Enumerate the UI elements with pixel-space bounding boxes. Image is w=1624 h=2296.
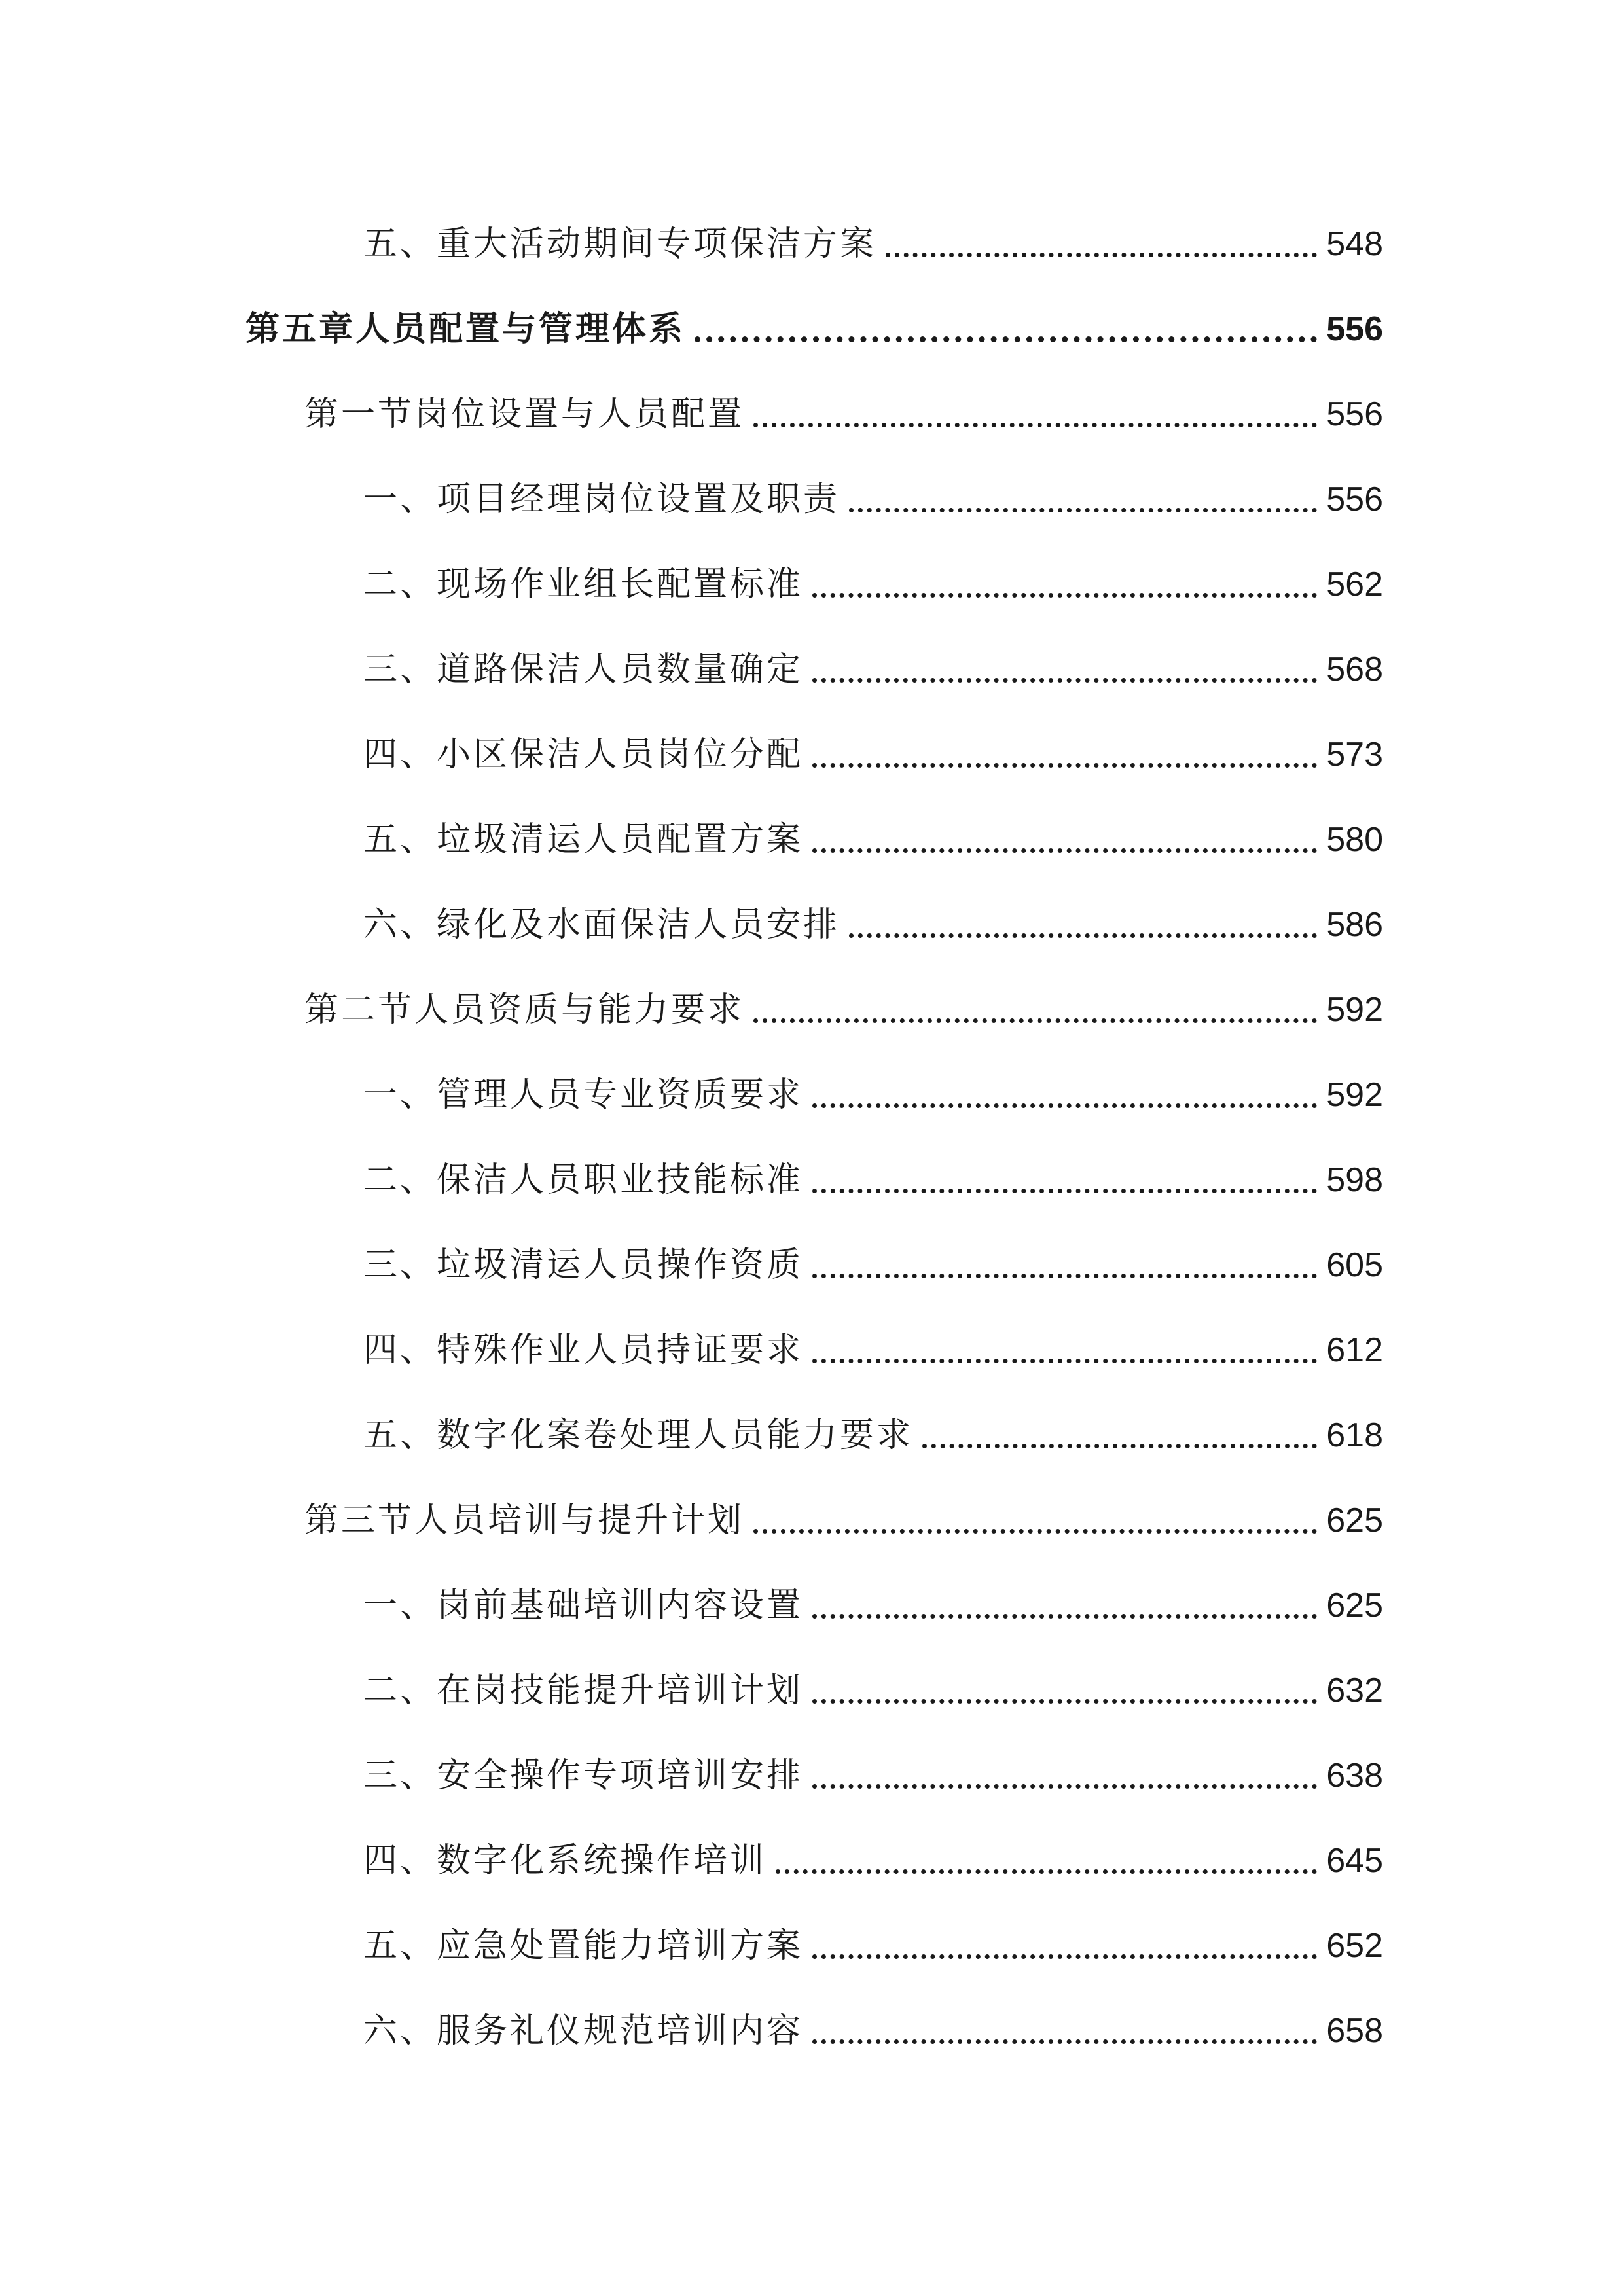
toc-entry[interactable] [363, 1319, 1383, 1371]
toc-entry-title: 第五章人员配置与管理体系 [245, 310, 686, 349]
toc-entry[interactable] [363, 638, 1383, 691]
toc-entry-page: 592 [1326, 991, 1383, 1029]
toc-entry[interactable] [363, 723, 1383, 776]
toc-entry-title: 第三节人员培训与提升计划 [304, 1501, 745, 1540]
dot-leader [812, 1189, 1317, 1193]
toc-entry-title: 二、在岗技能提升培训计划 [363, 1671, 804, 1710]
toc-entry[interactable] [363, 553, 1383, 605]
toc-entry[interactable] [363, 1744, 1383, 1797]
toc-entry-title: 五、重大活动期间专项保洁方案 [363, 224, 877, 264]
dot-leader [812, 1274, 1317, 1278]
dot-leader [922, 1444, 1317, 1448]
dot-leader [695, 336, 1317, 342]
toc-entry-title: 二、保洁人员职业技能标准 [363, 1160, 804, 1200]
toc-section-entry[interactable] [304, 383, 1383, 435]
toc-entry-page: 605 [1326, 1246, 1383, 1284]
toc-entry-title: 六、服务礼仪规范培训内容 [363, 2011, 804, 2051]
dot-leader [812, 593, 1317, 598]
dot-leader [812, 1784, 1317, 1789]
toc-entry-page: 632 [1326, 1672, 1383, 1710]
dot-leader [753, 1529, 1317, 1534]
toc-entry[interactable] [363, 2000, 1383, 2052]
toc-entry[interactable] [363, 213, 1383, 265]
toc-entry-title: 五、垃圾清运人员配置方案 [363, 820, 804, 859]
toc-entry-page: 580 [1326, 821, 1383, 859]
dot-leader [849, 508, 1317, 512]
toc-entry-title: 二、现场作业组长配置标准 [363, 565, 804, 604]
toc-entry-page: 562 [1326, 565, 1383, 603]
toc-entry-page: 625 [1326, 1587, 1383, 1624]
dot-leader [812, 1954, 1317, 1959]
toc-entry-page: 556 [1326, 310, 1383, 348]
dot-leader [812, 1614, 1317, 1619]
dot-leader [812, 1359, 1317, 1363]
toc-entry[interactable] [363, 1064, 1383, 1116]
toc-entry-page: 652 [1326, 1927, 1383, 1965]
toc-entry-title: 一、岗前基础培训内容设置 [363, 1586, 804, 1625]
toc-chapter-entry[interactable] [245, 298, 1383, 350]
toc-entry-title: 五、应急处置能力培训方案 [363, 1926, 804, 1965]
toc-entry-title: 第一节岗位设置与人员配置 [304, 395, 745, 434]
toc-entry-title: 五、数字化案卷处理人员能力要求 [363, 1416, 914, 1455]
toc-entry-title: 四、小区保洁人员岗位分配 [363, 735, 804, 774]
toc-entry-page: 612 [1326, 1331, 1383, 1369]
toc-entry-page: 556 [1326, 480, 1383, 518]
toc-entry-title: 三、道路保洁人员数量确定 [363, 650, 804, 689]
toc-entry-page: 556 [1326, 395, 1383, 433]
toc-entry[interactable] [363, 1829, 1383, 1882]
dot-leader [812, 763, 1317, 768]
toc-entry[interactable] [363, 893, 1383, 946]
toc-entry-page: 573 [1326, 736, 1383, 774]
toc-entry-title: 一、项目经理岗位设置及职责 [363, 480, 840, 519]
toc-entry[interactable] [363, 468, 1383, 520]
toc-entry-page: 592 [1326, 1076, 1383, 1114]
toc-entry[interactable] [363, 1404, 1383, 1456]
toc-section-entry[interactable] [304, 978, 1383, 1031]
toc-entry-title: 四、数字化系统操作培训 [363, 1841, 767, 1880]
toc-entry-title: 第二节人员资质与能力要求 [304, 990, 745, 1030]
toc-entry-page: 548 [1326, 225, 1383, 263]
toc-entry[interactable] [363, 1659, 1383, 1712]
toc-entry-page: 638 [1326, 1757, 1383, 1795]
dot-leader [886, 253, 1317, 257]
dot-leader [753, 423, 1317, 427]
toc-entry[interactable] [363, 1914, 1383, 1967]
toc-entry-title: 一、管理人员专业资质要求 [363, 1075, 804, 1115]
toc-entry[interactable] [363, 808, 1383, 861]
dot-leader [812, 1699, 1317, 1704]
toc-entry[interactable] [363, 1149, 1383, 1201]
toc-entry-page: 568 [1326, 651, 1383, 689]
toc-entry-title: 三、垃圾清运人员操作资质 [363, 1246, 804, 1285]
dot-leader [812, 1103, 1317, 1108]
toc-entry-title: 四、特殊作业人员持证要求 [363, 1331, 804, 1370]
toc-entry-title: 六、绿化及水面保洁人员安排 [363, 905, 840, 944]
dot-leader [812, 848, 1317, 853]
toc-entry-page: 645 [1326, 1842, 1383, 1880]
dot-leader [753, 1018, 1317, 1023]
toc-entry-page: 658 [1326, 2012, 1383, 2050]
toc-entry[interactable] [363, 1234, 1383, 1286]
toc-entry-page: 625 [1326, 1501, 1383, 1539]
dot-leader [776, 1869, 1317, 1874]
dot-leader [812, 2039, 1317, 2044]
toc-entry-page: 598 [1326, 1161, 1383, 1199]
toc-entry[interactable] [363, 1574, 1383, 1626]
dot-leader [812, 678, 1317, 683]
toc-entry-title: 三、安全操作专项培训安排 [363, 1756, 804, 1795]
toc-entry-page: 586 [1326, 906, 1383, 944]
toc-entry-page: 618 [1326, 1416, 1383, 1454]
toc-section-entry[interactable] [304, 1489, 1383, 1541]
dot-leader [849, 933, 1317, 938]
